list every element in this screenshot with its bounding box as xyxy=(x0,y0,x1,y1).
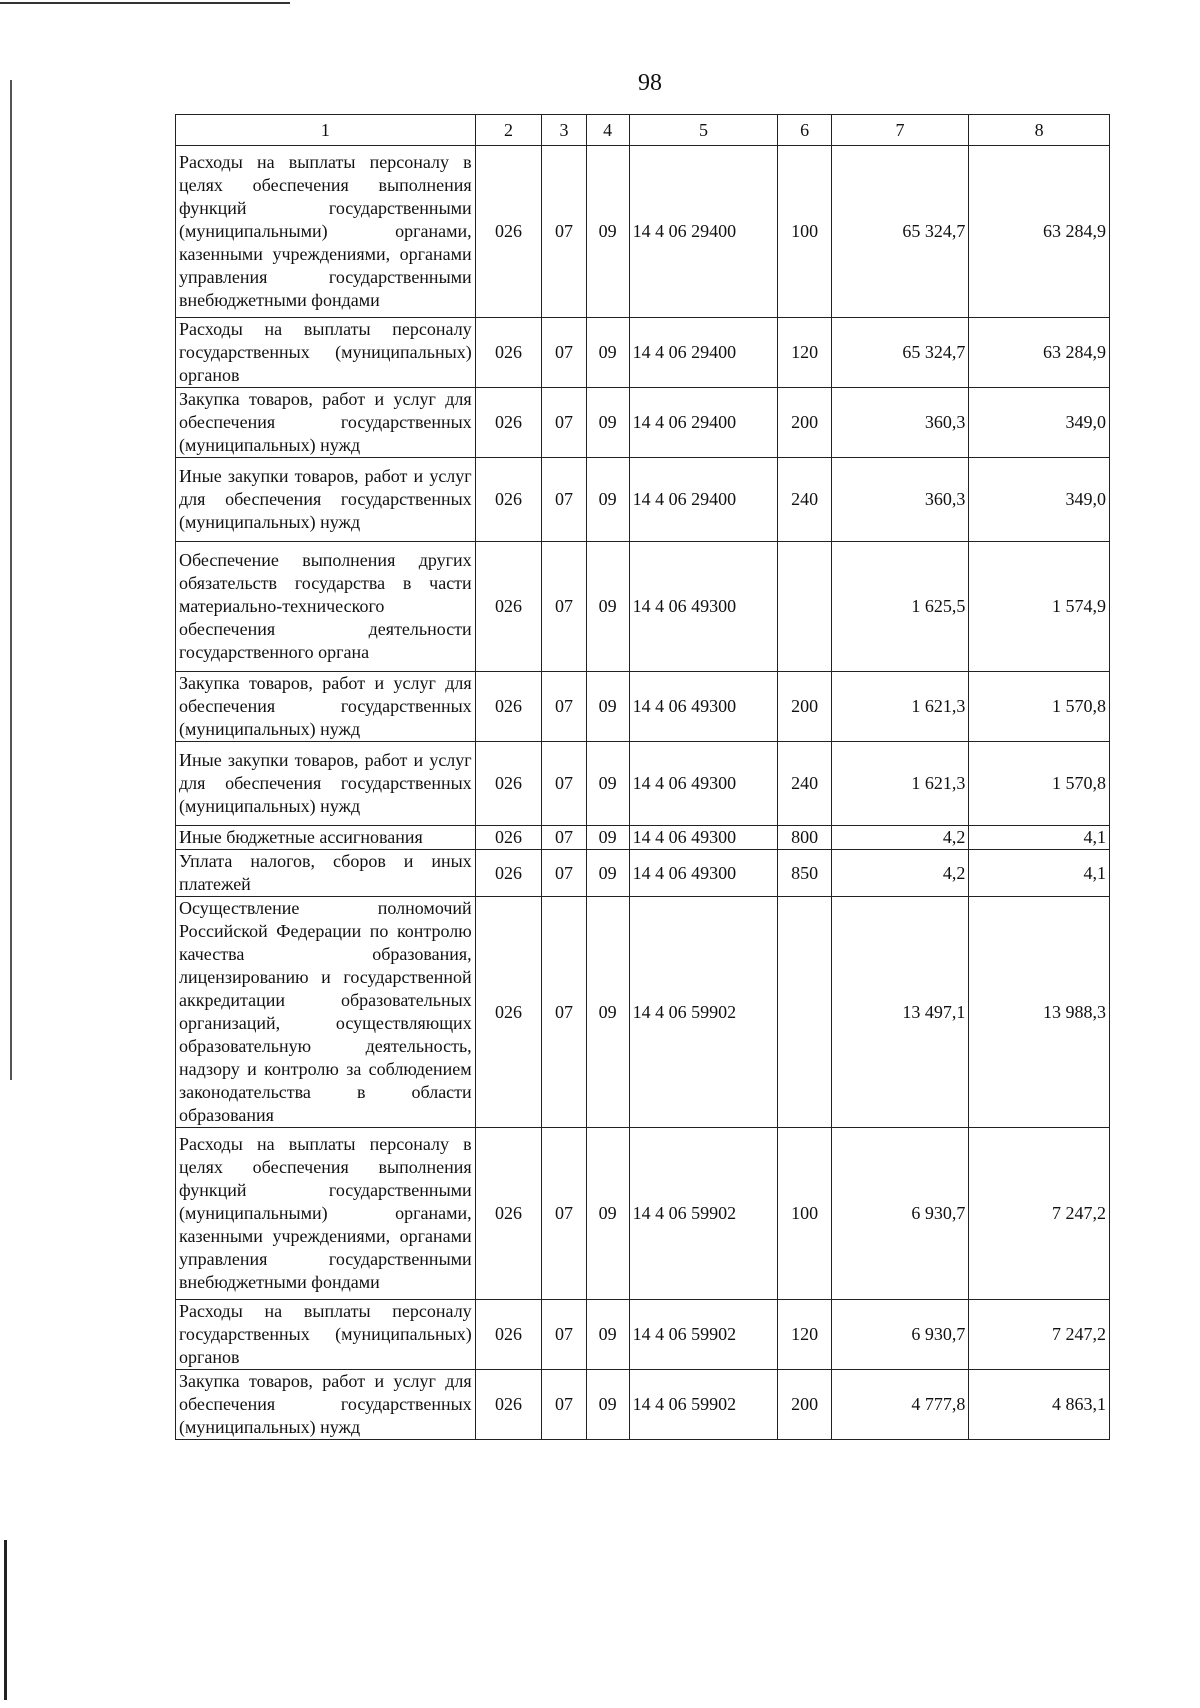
cell-expense-type: 100 xyxy=(778,1128,831,1300)
table-row xyxy=(176,850,1110,897)
cell-amount-year1: 4 777,8 xyxy=(831,1370,969,1440)
table-row xyxy=(176,542,1110,672)
cell-amount-year1: 360,3 xyxy=(831,388,969,458)
table-row xyxy=(176,388,1110,458)
cell-code-admin: 026 xyxy=(475,542,542,672)
cell-description: Иные закупки товаров, работ и услуг для обеспечения государственных (муниципальных) нужд xyxy=(176,458,476,542)
cell-amount-year2: 4,1 xyxy=(969,850,1110,897)
table-row xyxy=(176,672,1110,742)
cell-amount-year2: 1 574,9 xyxy=(969,542,1110,672)
budget-table xyxy=(175,114,1110,1440)
cell-target-article: 14 4 06 59902 xyxy=(629,1370,778,1440)
header-col-5: 5 xyxy=(629,115,778,146)
cell-expense-type: 200 xyxy=(778,672,831,742)
cell-target-article: 14 4 06 49300 xyxy=(629,826,778,850)
scan-artifact-top xyxy=(0,2,290,4)
cell-subsection: 09 xyxy=(586,1370,629,1440)
cell-description: Осуществление полномочий Российской Федерации по контролю качества образования, лицензированию и государственной аккредитации образовательных организаций, осуществляющих образовательную деятельность, надзору и контролю за соблюдением законодательства в области образования xyxy=(176,897,476,1128)
cell-expense-type: 800 xyxy=(778,826,831,850)
cell-amount-year1: 6 930,7 xyxy=(831,1300,969,1370)
cell-amount-year1: 1 621,3 xyxy=(831,742,969,826)
cell-section: 07 xyxy=(542,1128,586,1300)
cell-amount-year1: 65 324,7 xyxy=(831,318,969,388)
cell-amount-year1: 13 497,1 xyxy=(831,897,969,1128)
cell-amount-year1: 65 324,7 xyxy=(831,146,969,318)
cell-expense-type: 200 xyxy=(778,388,831,458)
cell-section: 07 xyxy=(542,672,586,742)
cell-section: 07 xyxy=(542,897,586,1128)
cell-code-admin: 026 xyxy=(475,850,542,897)
cell-subsection: 09 xyxy=(586,542,629,672)
cell-amount-year2: 1 570,8 xyxy=(969,742,1110,826)
cell-target-article: 14 4 06 29400 xyxy=(629,146,778,318)
cell-target-article: 14 4 06 29400 xyxy=(629,458,778,542)
cell-code-admin: 026 xyxy=(475,897,542,1128)
cell-amount-year2: 7 247,2 xyxy=(969,1128,1110,1300)
cell-expense-type: 240 xyxy=(778,742,831,826)
cell-subsection: 09 xyxy=(586,897,629,1128)
cell-amount-year2: 1 570,8 xyxy=(969,672,1110,742)
cell-section: 07 xyxy=(542,318,586,388)
cell-subsection: 09 xyxy=(586,742,629,826)
cell-subsection: 09 xyxy=(586,1300,629,1370)
table-row xyxy=(176,458,1110,542)
cell-subsection: 09 xyxy=(586,318,629,388)
cell-description: Расходы на выплаты персоналу государственных (муниципальных) органов xyxy=(176,318,476,388)
cell-description: Иные закупки товаров, работ и услуг для обеспечения государственных (муниципальных) нужд xyxy=(176,742,476,826)
table-row xyxy=(176,146,1110,318)
cell-target-article: 14 4 06 59902 xyxy=(629,1300,778,1370)
scan-artifact-left xyxy=(10,80,12,1080)
table-row xyxy=(176,1128,1110,1300)
cell-target-article: 14 4 06 49300 xyxy=(629,672,778,742)
table-row xyxy=(176,1300,1110,1370)
header-col-6: 6 xyxy=(778,115,831,146)
table-row xyxy=(176,742,1110,826)
cell-expense-type: 120 xyxy=(778,318,831,388)
scan-artifact-left-bottom xyxy=(4,1540,7,1700)
cell-target-article: 14 4 06 49300 xyxy=(629,850,778,897)
cell-code-admin: 026 xyxy=(475,318,542,388)
cell-subsection: 09 xyxy=(586,672,629,742)
cell-description: Обеспечение выполнения других обязательств государства в части материально-технического обеспечения деятельности государственного органа xyxy=(176,542,476,672)
cell-section: 07 xyxy=(542,146,586,318)
header-col-4: 4 xyxy=(586,115,629,146)
header-col-7: 7 xyxy=(831,115,969,146)
cell-section: 07 xyxy=(542,388,586,458)
cell-description: Уплата налогов, сборов и иных платежей xyxy=(176,850,476,897)
cell-code-admin: 026 xyxy=(475,388,542,458)
cell-subsection: 09 xyxy=(586,850,629,897)
cell-code-admin: 026 xyxy=(475,1300,542,1370)
header-col-2: 2 xyxy=(475,115,542,146)
cell-amount-year1: 4,2 xyxy=(831,826,969,850)
header-col-8: 8 xyxy=(969,115,1110,146)
cell-target-article: 14 4 06 29400 xyxy=(629,388,778,458)
cell-section: 07 xyxy=(542,1300,586,1370)
cell-subsection: 09 xyxy=(586,388,629,458)
cell-amount-year2: 63 284,9 xyxy=(969,146,1110,318)
cell-amount-year2: 349,0 xyxy=(969,458,1110,542)
cell-code-admin: 026 xyxy=(475,742,542,826)
cell-amount-year2: 63 284,9 xyxy=(969,318,1110,388)
cell-code-admin: 026 xyxy=(475,826,542,850)
cell-amount-year1: 1 621,3 xyxy=(831,672,969,742)
cell-description: Закупка товаров, работ и услуг для обеспечения государственных (муниципальных) нужд xyxy=(176,672,476,742)
table-row xyxy=(176,318,1110,388)
cell-section: 07 xyxy=(542,850,586,897)
cell-section: 07 xyxy=(542,742,586,826)
cell-subsection: 09 xyxy=(586,1128,629,1300)
cell-description: Закупка товаров, работ и услуг для обеспечения государственных (муниципальных) нужд xyxy=(176,1370,476,1440)
cell-code-admin: 026 xyxy=(475,672,542,742)
cell-expense-type: 120 xyxy=(778,1300,831,1370)
cell-amount-year2: 13 988,3 xyxy=(969,897,1110,1128)
cell-section: 07 xyxy=(542,1370,586,1440)
header-col-1: 1 xyxy=(176,115,476,146)
cell-subsection: 09 xyxy=(586,146,629,318)
cell-expense-type xyxy=(778,542,831,672)
cell-expense-type: 850 xyxy=(778,850,831,897)
cell-target-article: 14 4 06 29400 xyxy=(629,318,778,388)
cell-section: 07 xyxy=(542,826,586,850)
table-body xyxy=(176,146,1110,1440)
cell-amount-year2: 4,1 xyxy=(969,826,1110,850)
cell-code-admin: 026 xyxy=(475,1370,542,1440)
table-header-row xyxy=(176,115,1110,146)
cell-target-article: 14 4 06 49300 xyxy=(629,542,778,672)
cell-amount-year2: 7 247,2 xyxy=(969,1300,1110,1370)
cell-section: 07 xyxy=(542,542,586,672)
cell-subsection: 09 xyxy=(586,826,629,850)
cell-amount-year1: 4,2 xyxy=(831,850,969,897)
page-number: 98 xyxy=(638,70,662,96)
table-row xyxy=(176,897,1110,1128)
cell-description: Расходы на выплаты персоналу в целях обеспечения выполнения функций государственными (муниципальными) органами, казенными учреждениями, органами управления государственными внебюджетными фондами xyxy=(176,1128,476,1300)
cell-amount-year1: 6 930,7 xyxy=(831,1128,969,1300)
cell-amount-year2: 4 863,1 xyxy=(969,1370,1110,1440)
table-row xyxy=(176,826,1110,850)
cell-subsection: 09 xyxy=(586,458,629,542)
cell-description: Расходы на выплаты персоналу государственных (муниципальных) органов xyxy=(176,1300,476,1370)
cell-code-admin: 026 xyxy=(475,1128,542,1300)
cell-expense-type: 100 xyxy=(778,146,831,318)
table-row xyxy=(176,1370,1110,1440)
cell-target-article: 14 4 06 59902 xyxy=(629,897,778,1128)
cell-expense-type: 200 xyxy=(778,1370,831,1440)
cell-amount-year1: 360,3 xyxy=(831,458,969,542)
cell-description: Иные бюджетные ассигнования xyxy=(176,826,476,850)
cell-description: Расходы на выплаты персоналу в целях обеспечения выполнения функций государственными (муниципальными) органами, казенными учреждениями, органами управления государственными внебюджетными фондами xyxy=(176,146,476,318)
header-col-3: 3 xyxy=(542,115,586,146)
cell-target-article: 14 4 06 49300 xyxy=(629,742,778,826)
cell-expense-type: 240 xyxy=(778,458,831,542)
cell-code-admin: 026 xyxy=(475,146,542,318)
cell-target-article: 14 4 06 59902 xyxy=(629,1128,778,1300)
cell-expense-type xyxy=(778,897,831,1128)
cell-description: Закупка товаров, работ и услуг для обеспечения государственных (муниципальных) нужд xyxy=(176,388,476,458)
cell-amount-year2: 349,0 xyxy=(969,388,1110,458)
cell-amount-year1: 1 625,5 xyxy=(831,542,969,672)
cell-section: 07 xyxy=(542,458,586,542)
cell-code-admin: 026 xyxy=(475,458,542,542)
